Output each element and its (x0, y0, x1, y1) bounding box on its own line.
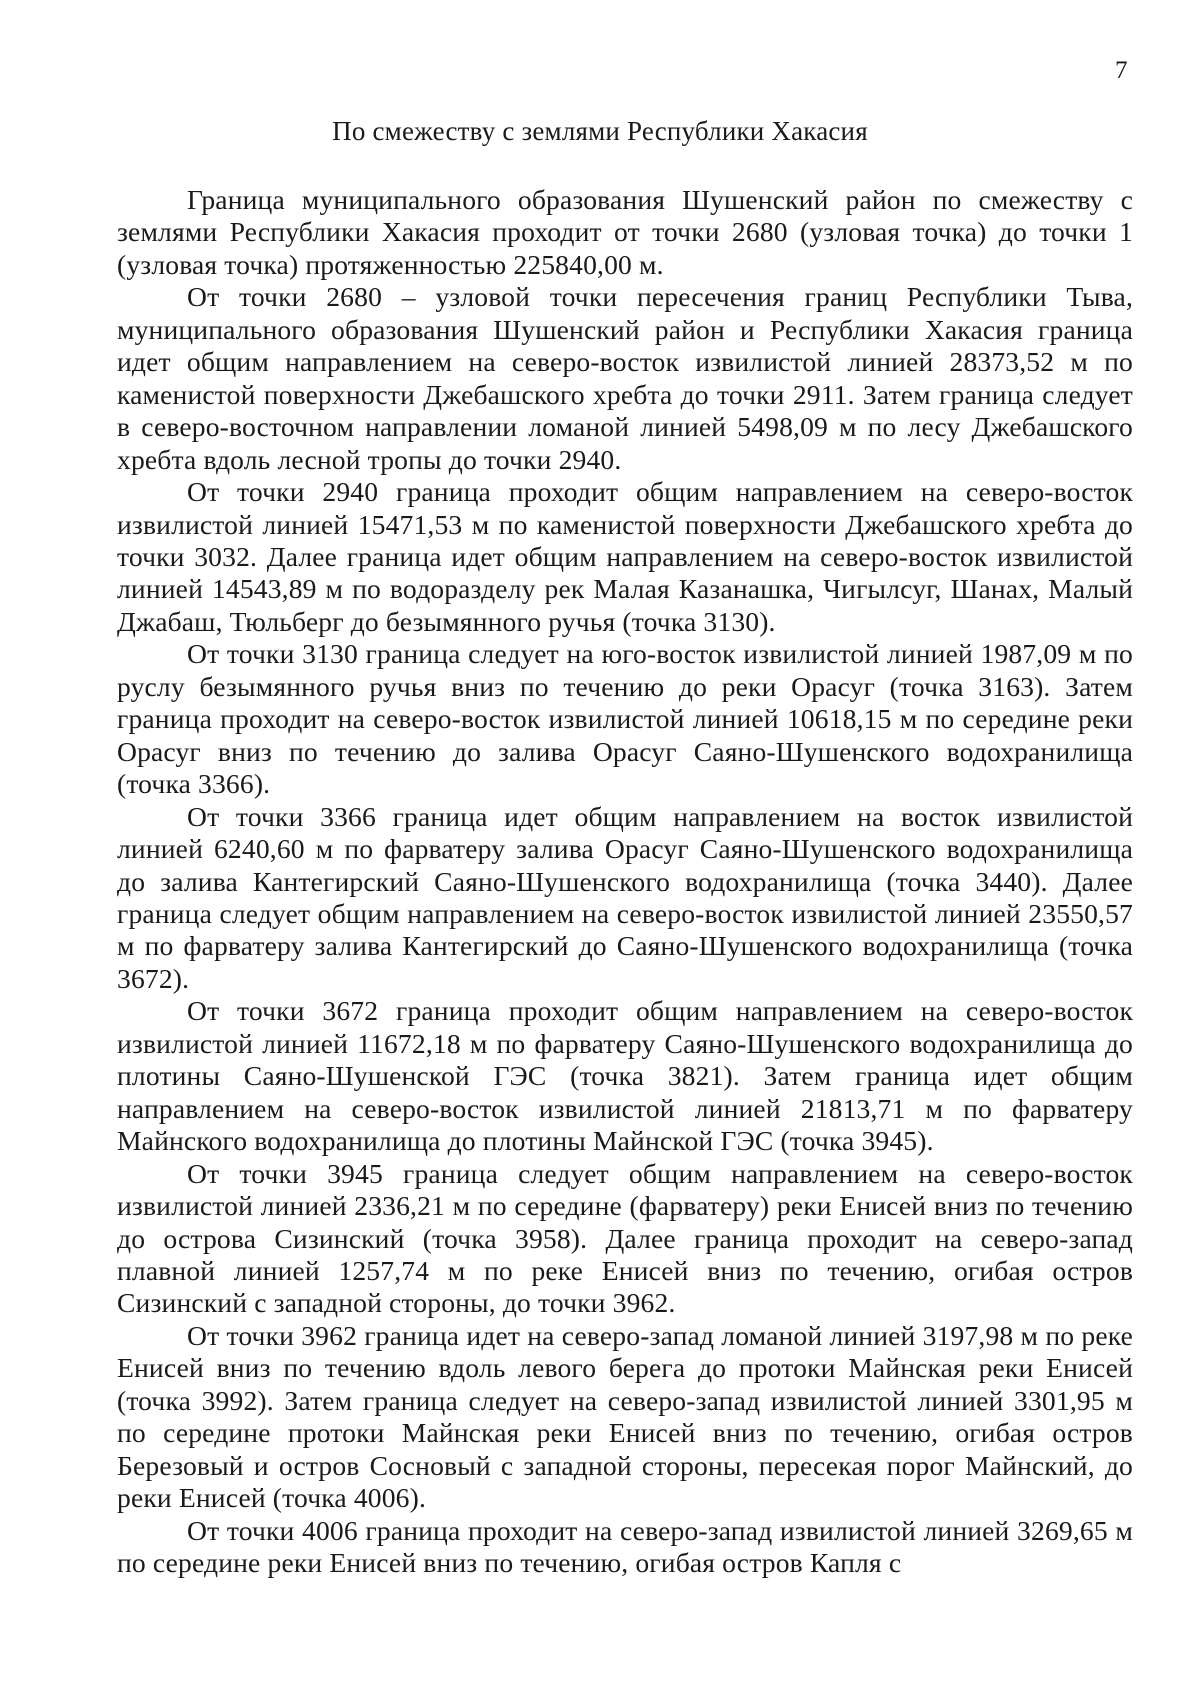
page-number: 7 (1115, 57, 1128, 84)
paragraph: От точки 3672 граница проходит общим направлением на северо-восток извилистой линией 11672,18 м по фарватеру Саяно-Шушенского водохранилища до плотины Саяно-Шушенской ГЭС (точка 3821). Затем граница идет общим направлением на северо-восток извилистой линией 21813,71 м по фарватеру Майнского водохранилища до плотины Майнской ГЭС (точка 3945). (117, 995, 1133, 1157)
paragraph: От точки 2940 граница проходит общим направлением на северо-восток извилистой линией 15471,53 м по каменистой поверхности Джебашского хребта до точки 3032. Далее граница идет общим направлением на северо-восток извилистой линией 14543,89 м по водоразделу рек Малая Казанашка, Чигылсуг, Шанах, Малый Джабаш, Тюльберг до безымянного ручья (точка 3130). (117, 476, 1133, 637)
paragraph: От точки 4006 граница проходит на северо-запад извилистой линией 3269,65 м по середине реки Енисей вниз по течению, огибая остров Капля с (117, 1514, 1133, 1579)
paragraph: От точки 3366 граница идет общим направлением на восток извилистой линией 6240,60 м по фарватеру залива Орасуг Саяно-Шушенского водохранилища до залива Кантегирский Саяно-Шушенского водохранилища (точка 3440). Далее граница следует общим направлением на северо-восток извилистой линией 23550,57 м по фарватеру залива Кантегирский до Саяно-Шушенского водохранилища (точка 3672). (117, 800, 1133, 994)
body-text (117, 184, 1133, 1579)
paragraph: От точки 3962 граница идет на северо-запад ломаной линией 3197,98 м по реке Енисей вниз по течению вдоль левого берега до протоки Майнская реки Енисей (точка 3992). Затем граница следует на северо-запад извилистой линией 3301,95 м по середине протоки Майнская реки Енисей вниз по течению, огибая остров Березовый и остров Сосновый с западной стороны, пересекая порог Майнский, до реки Енисей (точка 4006). (117, 1319, 1133, 1514)
paragraph: От точки 2680 – узловой точки пересечения границ Республики Тыва, муниципального образования Шушенский район и Республики Хакасия граница идет общим направлением на северо-восток извилистой линией 28373,52 м по каменистой поверхности Джебашского хребта до точки 2911. Затем граница следует в северо-восточном направлении ломаной линией 5498,09 м по лесу Джебашского хребта вдоль лесной тропы до точки 2940. (117, 281, 1133, 475)
paragraph: Граница муниципального образования Шушенский район по смежеству с землями Республики Хакасия проходит от точки 2680 (узловая точка) до точки 1 (узловая точка) протяженностью 225840,00 м. (117, 184, 1133, 280)
paragraph: От точки 3130 граница следует на юго-восток извилистой линией 1987,09 м по руслу безымянного ручья вниз по течению до реки Орасуг (точка 3163). Затем граница проходит на северо-восток извилистой линией 10618,15 м по середине реки Орасуг вниз по течению до залива Орасуг Саяно-Шушенского водохранилища (точка 3366). (117, 638, 1133, 800)
paragraph: От точки 3945 граница следует общим направлением на северо-восток извилистой линией 2336,21 м по середине (фарватеру) реки Енисей вниз по течению до острова Сизинский (точка 3958). Далее граница проходит на северо-запад плавной линией 1257,74 м по реке Енисей вниз по течению, огибая остров Сизинский с западной стороны, до точки 3962. (117, 1157, 1133, 1319)
section-title: По смежеству с землями Республики Хакасия (332, 116, 868, 146)
